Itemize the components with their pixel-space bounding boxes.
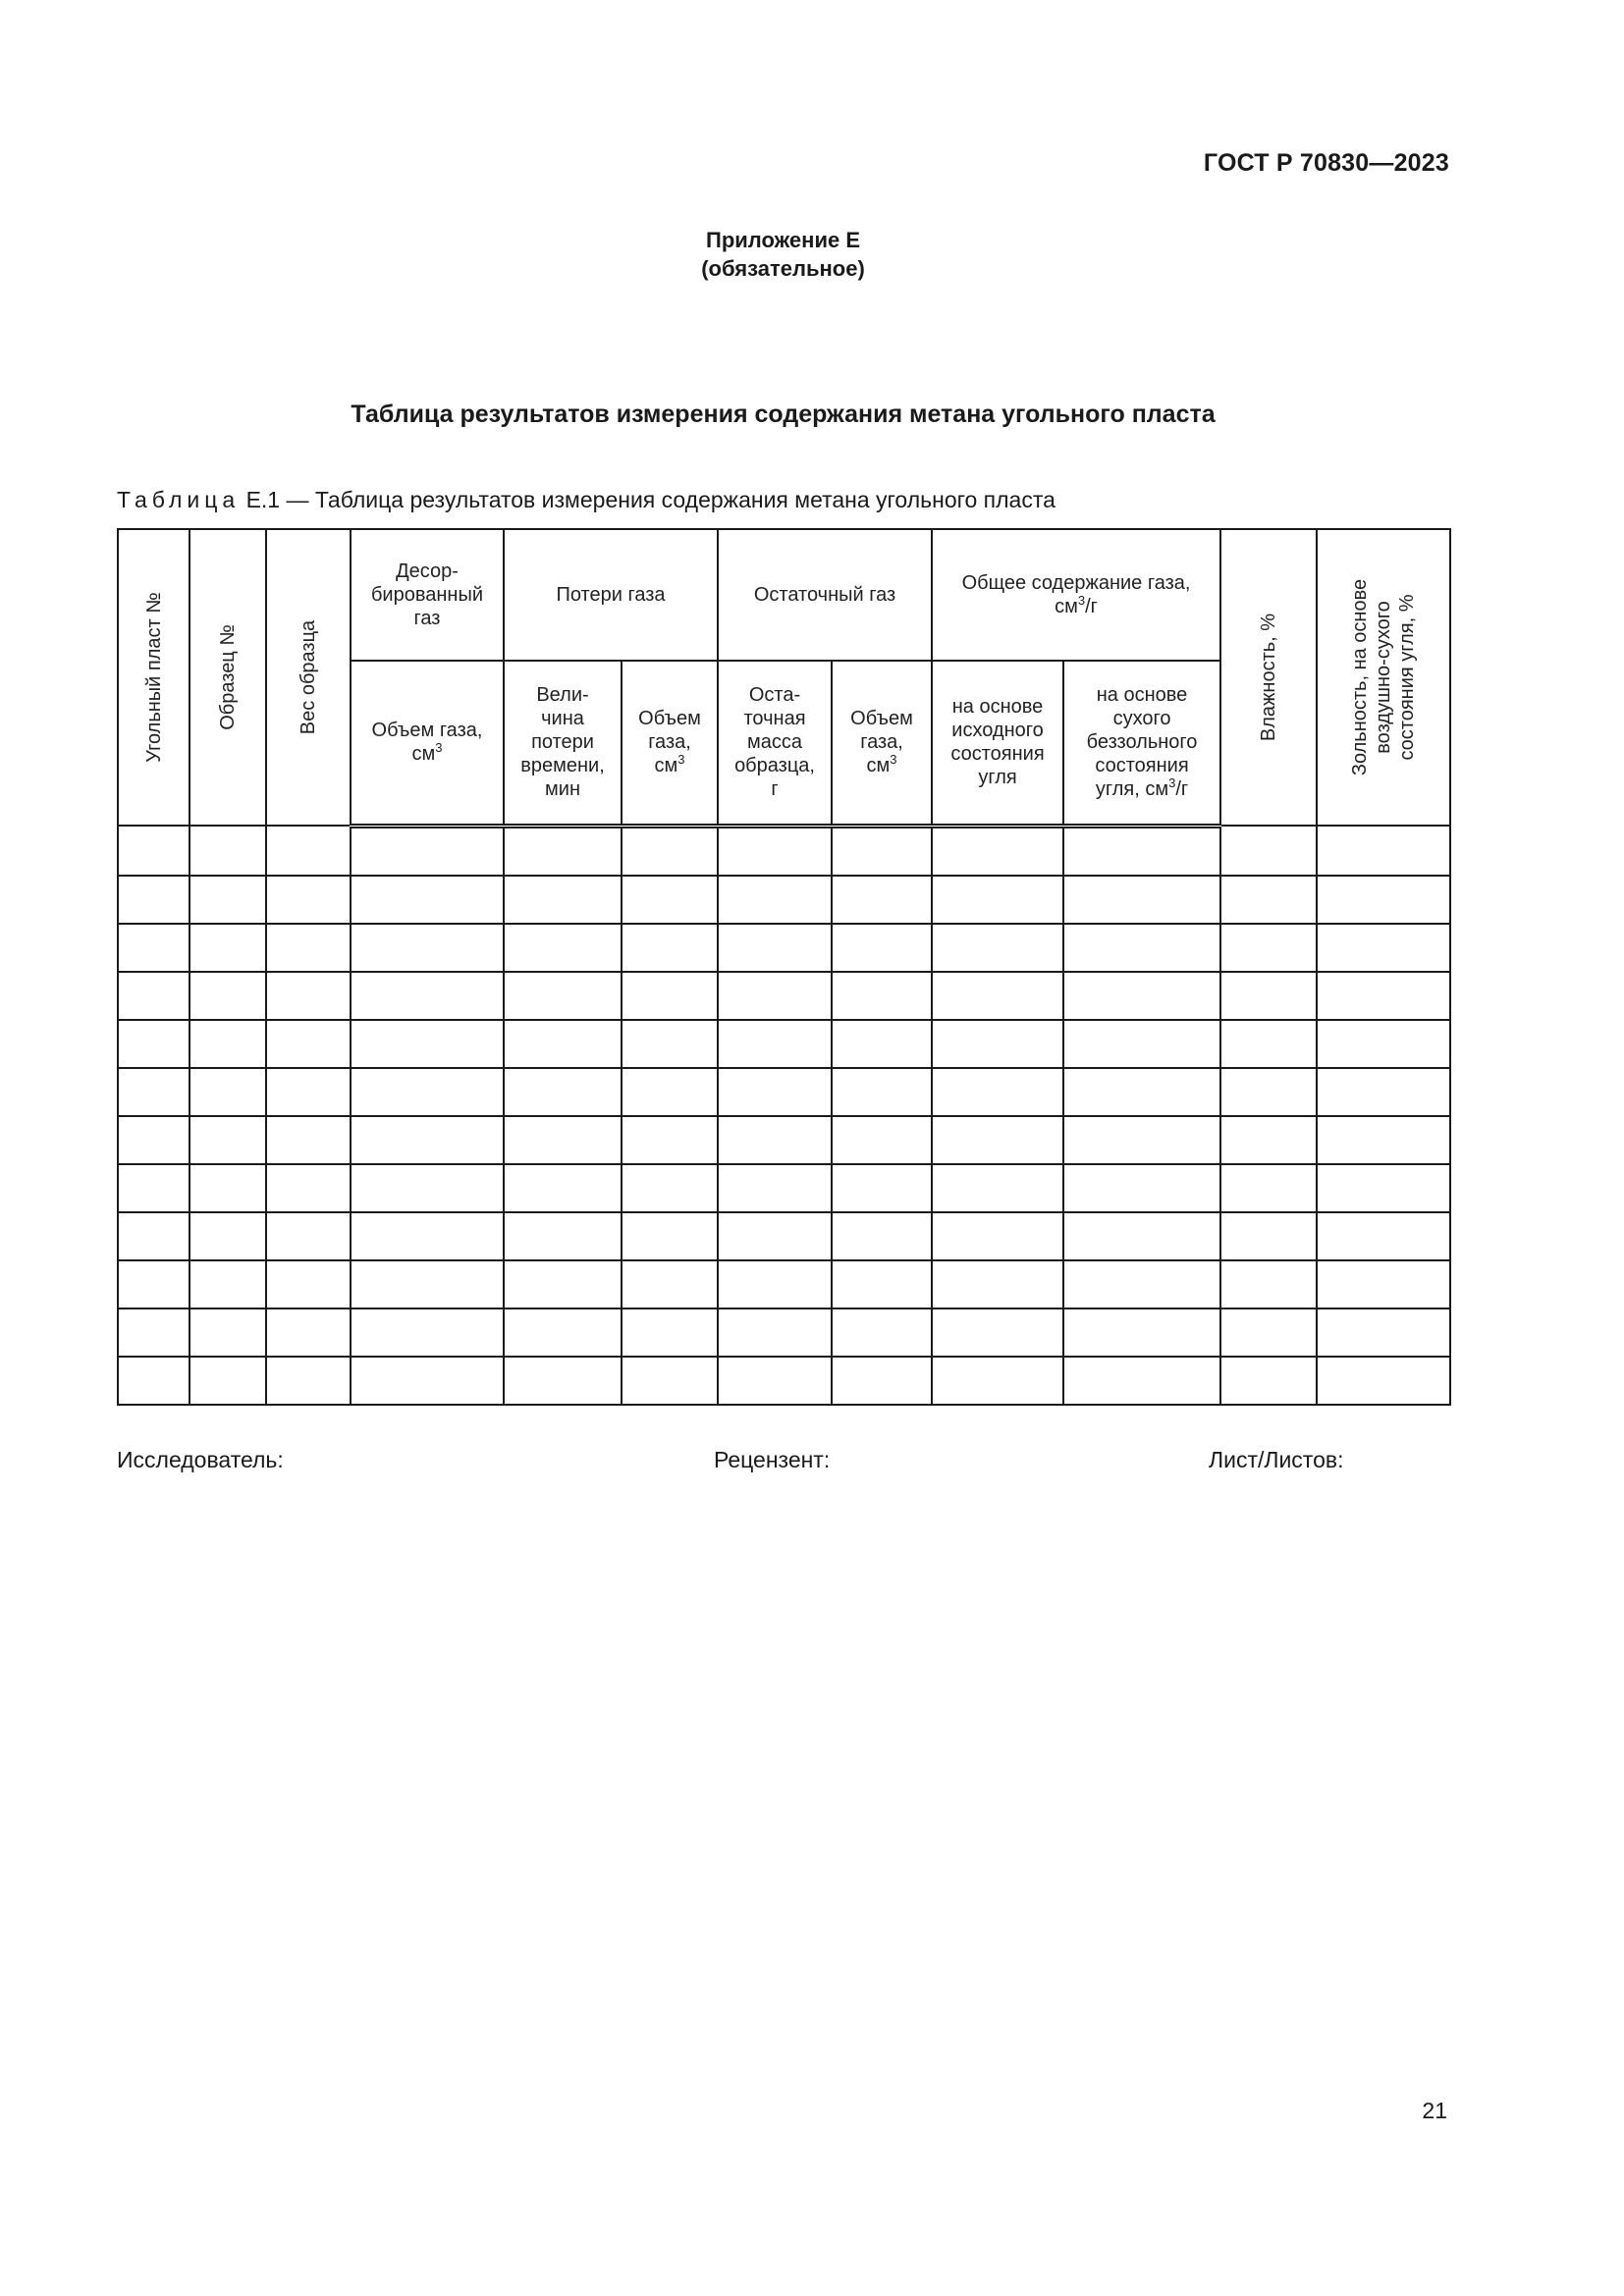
table-cell [622, 876, 718, 924]
table-cell [1063, 1020, 1220, 1068]
table-cell [622, 972, 718, 1020]
table-cell [1220, 1068, 1317, 1116]
col-header-ash [1317, 529, 1450, 826]
table-cell [118, 1116, 189, 1164]
table-row [118, 876, 1450, 924]
table-cell [266, 1116, 351, 1164]
superscript-3: 3 [890, 752, 897, 768]
table-cell [622, 826, 718, 876]
table-cell [718, 1308, 832, 1357]
table-cell [832, 1116, 932, 1164]
table-cell [504, 1308, 622, 1357]
table-cell [1063, 1308, 1220, 1357]
table-cell [351, 1260, 504, 1308]
col-header-total-dry-ashfree-text: на основе сухого беззольного состояния угля, см [1086, 684, 1198, 801]
col-group-residual-text: Остаточный газ [753, 584, 896, 606]
superscript-3: 3 [1168, 775, 1176, 791]
table-cell [504, 1116, 622, 1164]
table-cell [118, 1357, 189, 1405]
table-cell [351, 1068, 504, 1116]
col-header-seam [118, 529, 189, 826]
col-group-total [932, 529, 1220, 661]
table-cell [189, 1020, 266, 1068]
table-cell [266, 924, 351, 972]
standard-code: ГОСТ Р 70830—2023 [1203, 149, 1449, 177]
table-cell [1063, 972, 1220, 1020]
table-row [118, 924, 1450, 972]
table-cell [189, 1212, 266, 1260]
table-cell [351, 1308, 504, 1357]
table-caption-text: — Таблица результатов измерения содержания метана угольного пласта [286, 487, 1056, 512]
table-row [118, 1357, 1450, 1405]
table-row [118, 1116, 1450, 1164]
sheets-label: Лист/Листов: [1209, 1447, 1344, 1472]
appendix-status: (обязательное) [701, 256, 865, 281]
table-cell [622, 1260, 718, 1308]
table-cell [504, 876, 622, 924]
table-cell [351, 1164, 504, 1212]
table-cell [622, 1068, 718, 1116]
table-cell [189, 876, 266, 924]
col-header-weight-text: Вес образца [298, 619, 319, 735]
table-cell [1220, 1357, 1317, 1405]
col-header-weight [266, 529, 351, 826]
table-cell [1220, 1020, 1317, 1068]
col-header-sample [189, 529, 266, 826]
table-cell [266, 1308, 351, 1357]
reviewer-label: Рецензент: [714, 1447, 831, 1472]
table-cell [118, 972, 189, 1020]
table-caption-prefix: Таблица [117, 487, 241, 512]
table-cell [189, 1164, 266, 1212]
table-row [118, 1308, 1450, 1357]
col-header-total-dry-ashfree [1063, 661, 1220, 826]
table-cell [1317, 1260, 1450, 1308]
col-header-loss-time-text: Вели- чина потери времени, мин [520, 684, 605, 801]
table-cell [1317, 1068, 1450, 1116]
table-cell [622, 1308, 718, 1357]
table-cell [832, 1020, 932, 1068]
table-cell [189, 1116, 266, 1164]
table-cell [118, 1068, 189, 1116]
superscript-3: 3 [435, 740, 443, 756]
table-cell [118, 826, 189, 876]
table-cell [189, 1308, 266, 1357]
table-cell [1063, 1164, 1220, 1212]
table-cell [118, 924, 189, 972]
table-cell [266, 876, 351, 924]
table-cell [118, 1164, 189, 1212]
appendix-title: Приложение Е [706, 228, 860, 252]
table-cell [622, 1020, 718, 1068]
table-row [118, 1068, 1450, 1116]
table-cell [1063, 1068, 1220, 1116]
section-title: Таблица результатов измерения содержания метана угольного пласта [351, 400, 1216, 428]
table-cell [932, 826, 1063, 876]
table-cell [932, 972, 1063, 1020]
table-cell [351, 1116, 504, 1164]
table-cell [504, 1020, 622, 1068]
table-row [118, 1020, 1450, 1068]
table-cell [1063, 924, 1220, 972]
table-cell [1063, 1260, 1220, 1308]
table-cell [932, 1212, 1063, 1260]
table-cell [932, 1020, 1063, 1068]
table-cell [351, 826, 504, 876]
table-cell [1317, 1308, 1450, 1357]
table-cell [622, 1357, 718, 1405]
appendix-heading [0, 226, 1566, 283]
table-cell [1317, 1020, 1450, 1068]
col-group-total-unit: /г [1085, 596, 1098, 617]
table-cell [718, 972, 832, 1020]
table-cell [1220, 1260, 1317, 1308]
table-cell [504, 972, 622, 1020]
table-cell [718, 924, 832, 972]
table-cell [118, 1308, 189, 1357]
table-cell [932, 924, 1063, 972]
table-cell [718, 1164, 832, 1212]
table-cell [622, 1212, 718, 1260]
col-group-desorbed-text: Десор- бированный газ [370, 561, 484, 629]
table-row [118, 1260, 1450, 1308]
researcher-label: Исследователь: [117, 1447, 284, 1472]
table-cell [266, 826, 351, 876]
table-cell [832, 1357, 932, 1405]
page-number: 21 [1422, 2098, 1447, 2123]
table-cell [1317, 1357, 1450, 1405]
table-cell [1317, 826, 1450, 876]
col-header-total-initial-text: на основе исходного состояния угля [950, 696, 1045, 789]
table-cell [718, 876, 832, 924]
table-cell [832, 924, 932, 972]
table-cell [1063, 1357, 1220, 1405]
table-cell [351, 972, 504, 1020]
table-cell [718, 1260, 832, 1308]
table-cell [932, 1116, 1063, 1164]
col-header-moisture-text: Влажность, % [1258, 613, 1280, 742]
table-cell [118, 876, 189, 924]
table-cell [718, 1020, 832, 1068]
table-cell [1220, 1308, 1317, 1357]
table-cell [189, 972, 266, 1020]
col-group-total-text: Общее содержание газа, см [961, 572, 1191, 617]
table-cell [1063, 1116, 1220, 1164]
col-group-loss-text: Потери газа [556, 584, 666, 606]
table-cell [622, 1164, 718, 1212]
table-cell [189, 1357, 266, 1405]
table-cell [266, 1068, 351, 1116]
col-header-desorbed-volume [351, 661, 504, 826]
table-cell [832, 1260, 932, 1308]
table-cell [1220, 1212, 1317, 1260]
table-cell [832, 1308, 932, 1357]
table-cell [622, 924, 718, 972]
table-cell [504, 1260, 622, 1308]
table-cell [1317, 1116, 1450, 1164]
table-cell [932, 1260, 1063, 1308]
table-cell [718, 1212, 832, 1260]
table-cell [932, 1357, 1063, 1405]
table-cell [718, 826, 832, 876]
table-cell [1317, 924, 1450, 972]
table-cell [832, 826, 932, 876]
col-header-desorbed-volume-text: Объем газа, см [371, 720, 483, 766]
table-cell [504, 1164, 622, 1212]
table-cell [832, 876, 932, 924]
col-header-loss-volume-text: Объем газа, см [638, 708, 701, 777]
col-group-loss [504, 529, 718, 661]
table-row [118, 826, 1450, 876]
table-cell [1220, 876, 1317, 924]
table-cell [622, 1116, 718, 1164]
col-group-desorbed [351, 529, 504, 661]
col-header-moisture [1220, 529, 1317, 826]
col-header-loss-volume [622, 661, 718, 826]
table-cell [351, 1212, 504, 1260]
table-cell [266, 1357, 351, 1405]
table-row [118, 972, 1450, 1020]
methane-results-table [117, 528, 1451, 1406]
table-cell [189, 1068, 266, 1116]
table-cell [504, 924, 622, 972]
table-cell [118, 1260, 189, 1308]
table-cell [932, 876, 1063, 924]
table-cell [189, 826, 266, 876]
table-cell [266, 972, 351, 1020]
table-row [118, 1164, 1450, 1212]
col-header-ash-text: Зольность, на основе воздушно-сухого состояния угля, % [1349, 578, 1419, 776]
col-header-residual-volume-text: Объем газа, см [850, 708, 913, 777]
table-cell [932, 1164, 1063, 1212]
table-cell [1317, 1164, 1450, 1212]
table-cell [1220, 924, 1317, 972]
col-header-sample-text: Образец № [217, 624, 239, 730]
table-cell [832, 1068, 932, 1116]
table-cell [504, 1068, 622, 1116]
table-cell [1220, 826, 1317, 876]
table-cell [1317, 972, 1450, 1020]
table-cell [266, 1260, 351, 1308]
table-cell [1063, 826, 1220, 876]
table-cell [351, 876, 504, 924]
table-cell [504, 826, 622, 876]
table-cell [118, 1020, 189, 1068]
table-row [118, 1212, 1450, 1260]
table-cell [718, 1116, 832, 1164]
superscript-3: 3 [1077, 593, 1086, 608]
signature-line [117, 1447, 1449, 1476]
table-cell [189, 924, 266, 972]
col-header-residual-mass [718, 661, 832, 826]
table-cell [1063, 1212, 1220, 1260]
table-cell [1220, 1116, 1317, 1164]
table-cell [266, 1020, 351, 1068]
col-group-residual [718, 529, 932, 661]
col-header-residual-volume [832, 661, 932, 826]
table-cell [832, 1164, 932, 1212]
table-cell [351, 924, 504, 972]
table-cell [932, 1068, 1063, 1116]
table-cell [932, 1308, 1063, 1357]
table-cell [1063, 876, 1220, 924]
table-cell [189, 1260, 266, 1308]
table-cell [718, 1357, 832, 1405]
col-header-loss-time [504, 661, 622, 826]
table-cell [1220, 1164, 1317, 1212]
table-cell [832, 972, 932, 1020]
superscript-3: 3 [677, 752, 685, 768]
table-caption [117, 487, 1056, 513]
table-cell [1317, 876, 1450, 924]
table-cell [504, 1357, 622, 1405]
table-cell [351, 1357, 504, 1405]
table-cell [118, 1212, 189, 1260]
table-cell [266, 1164, 351, 1212]
table-body [118, 826, 1450, 1405]
table-caption-number: Е.1 [245, 487, 281, 512]
table-cell [1317, 1212, 1450, 1260]
table-cell [832, 1212, 932, 1260]
col-header-residual-mass-text: Оста- точная масса образца, г [734, 684, 815, 801]
table-cell [351, 1020, 504, 1068]
table-cell [504, 1212, 622, 1260]
table-cell [718, 1068, 832, 1116]
col-header-total-dry-ashfree-unit: /г [1175, 778, 1189, 801]
col-header-total-initial [932, 661, 1063, 826]
table-cell [266, 1212, 351, 1260]
col-header-seam-text: Угольный пласт № [142, 592, 165, 763]
table-cell [1220, 972, 1317, 1020]
